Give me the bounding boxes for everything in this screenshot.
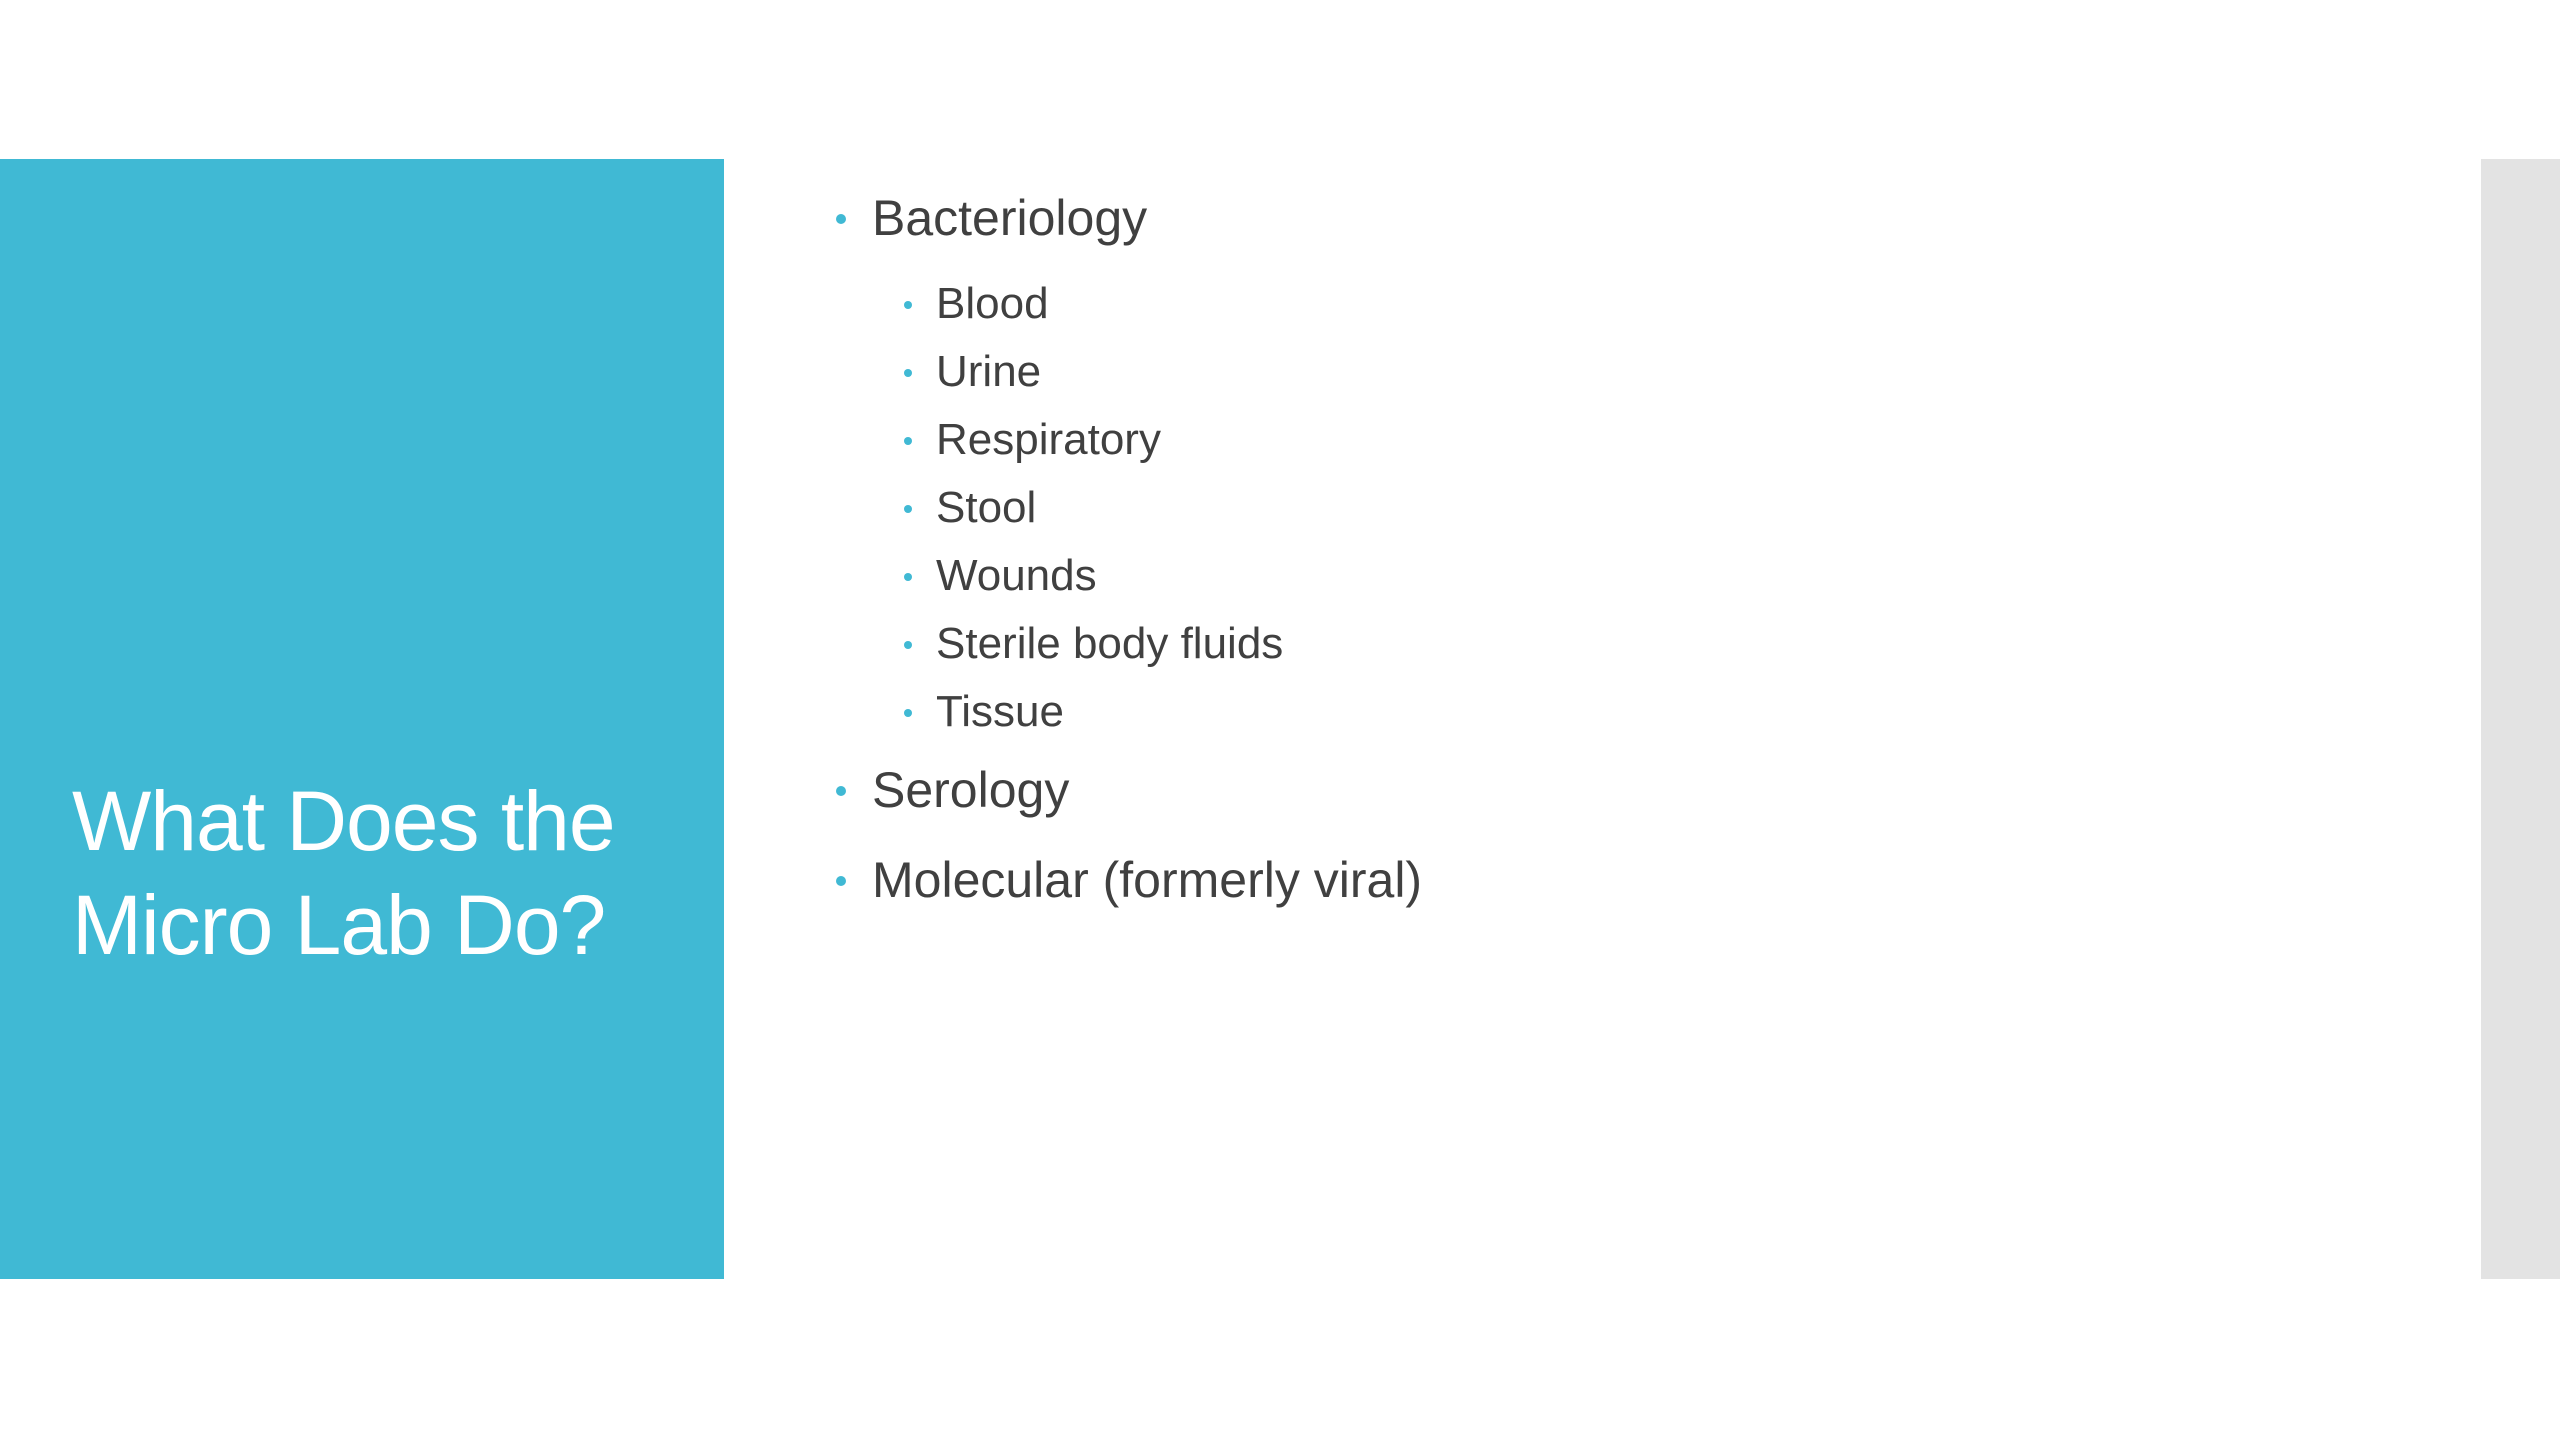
bullet-icon (836, 786, 846, 796)
bullet-text: Serology (872, 762, 1070, 818)
bullet-item (830, 752, 2430, 828)
sub-bullet-item (936, 406, 2430, 474)
sub-bullet-text: Blood (936, 279, 1049, 328)
sub-bullet-group (830, 270, 2430, 746)
bullet-item (830, 180, 2430, 256)
sub-bullet-text: Stool (936, 483, 1037, 532)
sub-bullet-text: Urine (936, 347, 1042, 396)
bullet-item (830, 842, 2430, 918)
content-area (830, 180, 2430, 932)
bullet-icon (904, 573, 912, 581)
sub-bullet-item (936, 542, 2430, 610)
bullet-text: Bacteriology (872, 190, 1148, 246)
bullet-text: Molecular (formerly viral) (872, 852, 1423, 908)
sub-bullet-text: Wounds (936, 551, 1097, 600)
sub-bullet-item (936, 678, 2430, 746)
sub-bullet-item (936, 610, 2430, 678)
bullet-icon (904, 709, 912, 717)
bullet-icon (904, 369, 912, 377)
sub-bullet-item (936, 270, 2430, 338)
bullet-list (830, 180, 2430, 918)
title-panel (0, 159, 724, 1279)
slide-title-line-2: Micro Lab Do? (72, 878, 606, 972)
side-strip (2481, 159, 2560, 1279)
bullet-icon (904, 301, 912, 309)
bullet-icon (836, 876, 846, 886)
sub-bullet-text: Sterile body fluids (936, 619, 1284, 668)
bullet-icon (904, 437, 912, 445)
sub-bullet-text: Respiratory (936, 415, 1161, 464)
sub-bullet-item (936, 474, 2430, 542)
sub-bullet-text: Tissue (936, 687, 1064, 736)
bullet-icon (904, 505, 912, 513)
slide-title (72, 769, 692, 977)
bullet-icon (904, 641, 912, 649)
bullet-icon (836, 214, 846, 224)
sub-bullet-item (936, 338, 2430, 406)
sub-bullet-list (830, 270, 2430, 746)
slide-title-line-1: What Does the (72, 774, 615, 868)
